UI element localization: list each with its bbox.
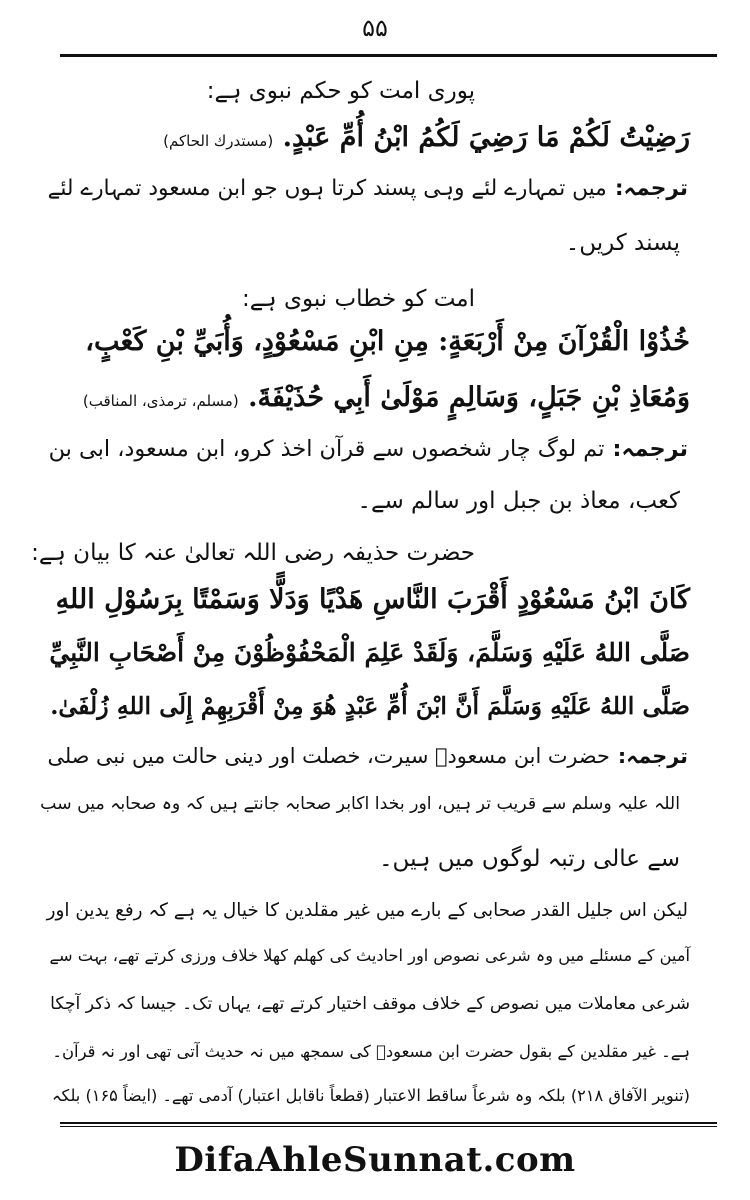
translation-text: تم لوگ چار شخصوں سے قرآن اخذ کرو، ابن مسعود، ابی بن (48, 436, 605, 462)
paragraph-line-5: (تنویر الآفاق ۲۱۸) بلکہ وہ شرعاً ساقط الاعتبار (قطعاً ناقابل اعتبار) آدمی تھے۔ (ایضاً ۱۶۵) بلکہ (52, 1086, 690, 1105)
hadith-line-1 (163, 122, 690, 153)
translation-line-4: کعب، معاذ بن جبل اور سالم سے۔ (357, 488, 680, 514)
hadith-line-6: صَلَّى اللهُ عَلَيْهِ وَسَلَّمَ أَنَّ ابْنَ أُمِّ عَبْدٍ هُوَ مِنْ أَقْرَبِهِمْ إِلَى اللهِ زُلْفَىٰ. (50, 692, 690, 720)
hadith-text: وَمُعَاذِ بْنِ جَبَلٍ، وَسَالِمٍ مَوْلَىٰ أَبِي حُذَيْفَةَ. (248, 382, 690, 413)
hadith-line-2: خُذُوْا الْقُرْآنَ مِنْ أَرْبَعَةٍ: مِنِ ابْنِ مَسْعُوْدٍ، وَأُبَيِّ بْنِ كَعْبٍ، (85, 326, 690, 357)
translation-label: ترجمہ: (617, 744, 688, 768)
paragraph-line-1: لیکن اس جلیل القدر صحابی کے بارے میں غیر مقلدین کا خیال یہ ہے کہ رفع یدین اور (46, 900, 688, 921)
translation-line-3 (49, 436, 688, 462)
footer-rule (60, 1122, 717, 1127)
translation-text: میں تمہارے لئے وہی پسند کرتا ہوں جو ابن مسعود تمہارے لئے (47, 176, 607, 201)
line-intro-address: امت کو خطاب نبوی ہے: (241, 286, 475, 312)
translation-text: حضرت ابن مسعودؓ سیرت، خصلت اور دینی حالت میں نبی صلی (47, 744, 610, 768)
translation-label: ترجمہ: (614, 176, 688, 201)
translation-line-7: سے عالی رتبہ لوگوں میں ہیں۔ (379, 846, 680, 872)
paragraph-line-4: ہے۔ غیر مقلدین کے بقول حضرت ابن مسعودؓ کی سمجھ میں نہ حدیث آتی تھی اور نہ قرآن۔ (52, 1042, 690, 1061)
header-rule (60, 54, 717, 57)
hadith-line-3 (83, 382, 690, 413)
paragraph-line-3: شرعی معاملات میں نصوص کے خلاف موقف اختیار کرتے تھے، یہاں تک۔ جیسا کہ ذکر آچکا (50, 994, 690, 1014)
translation-line-2: پسند کریں۔ (565, 230, 680, 256)
hadith-line-5: صَلَّى اللهُ عَلَيْهِ وَسَلَّمَ، وَلَقَدْ عَلِمَ الْمَحْفُوْظُوْنَ مِنْ أَصْحَابِ النَّبِيِّ (49, 638, 690, 667)
translation-line-5 (47, 744, 688, 768)
hadith-reference: (مسلم، ترمذی، المناقب) (82, 392, 239, 410)
translation-label: ترجمہ: (612, 436, 688, 462)
page-number: ۵۵ (362, 14, 388, 42)
translation-line-1 (48, 176, 688, 201)
website-watermark: DifaAhleSunnat.com (174, 1140, 576, 1180)
hadith-reference: (مستدرك الحاكم) (163, 132, 274, 150)
hadith-line-4: كَانَ ابْنُ مَسْعُوْدٍ أَقْرَبَ النَّاسِ هَدْيًا وَدَلًّا وَسَمْتًا بِرَسُوْلِ اللهِ (55, 584, 690, 615)
paragraph-line-2: آمین کے مسئلے میں وہ شرعی نصوص اور احادیث کی کھلم کھلا خلاف ورزی کرتے تھے، بہت سے (49, 946, 690, 965)
line-intro-command: پوری امت کو حکم نبوی ہے: (206, 78, 475, 104)
line-intro-hudhayfa: حضرت حذیفہ رضی اللہ تعالیٰ عنہ کا بیان ہے: (31, 540, 475, 566)
translation-line-6: اللہ علیہ وسلم سے قریب تر ہیں، اور بخدا اکابر صحابہ جانتے ہیں کہ وہ صحابہ میں سب (40, 794, 680, 814)
hadith-text: رَضِيْتُ لَكُمْ مَا رَضِيَ لَكُمُ ابْنُ أُمِّ عَبْدٍ. (282, 122, 690, 153)
